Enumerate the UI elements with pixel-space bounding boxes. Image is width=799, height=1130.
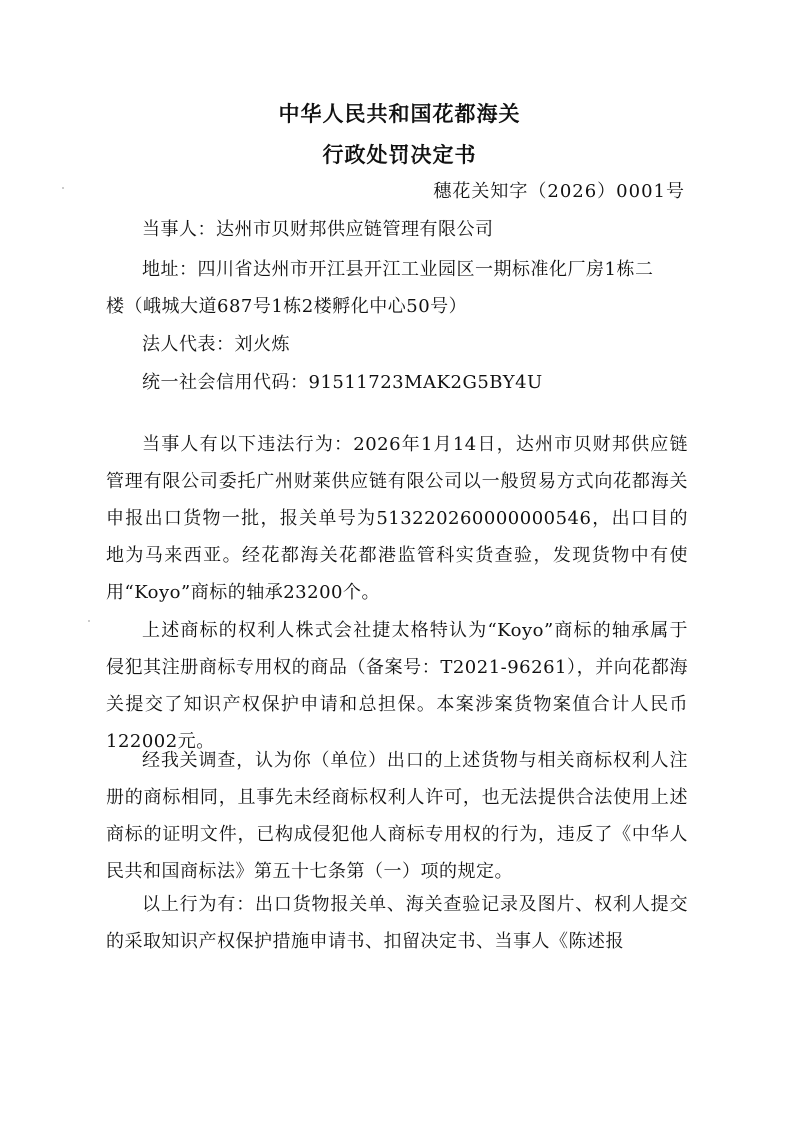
document-number: 穗花关知字（2026）0001号 — [433, 181, 685, 202]
party-address-line2: 楼（峨城大道687号1栋2楼孵化中心50号） — [106, 296, 468, 317]
document-subtitle: 行政处罚决定书 — [322, 143, 477, 167]
credit-code: 统一社会信用代码：91511723MAK2G5BY4U — [142, 372, 543, 393]
document-title: 中华人民共和国花都海关 — [278, 102, 521, 126]
party-address-line1: 地址：四川省达州市开江县开江工业园区一期标准化厂房1栋二 — [142, 259, 654, 280]
investigation-paragraph: 经我关调查，认为你（单位）出口的上述货物与相关商标权利人注册的商标相同，且事先未经商标权利人许可，也无法提供合法使用上述商标的证明文件，已构成侵犯他人商标专用权的行为，违反了《中华人民共和国商标法》第五十七条第（一）项的规定。 — [106, 750, 688, 882]
scan-speck — [88, 620, 90, 622]
scan-speck — [62, 187, 64, 189]
rights-holder-paragraph: 上述商标的权利人株式会社捷太格特认为“Koyo”商标的轴承属于侵犯其注册商标专用权的商品（备案号：T2021-96261），并向花都海关提交了知识产权保护申请和总担保。本案涉案货物案值合计人民币122002元。 — [106, 620, 688, 752]
party-name: 当事人：达州市贝财邦供应链管理有限公司 — [142, 219, 494, 240]
legal-representative: 法人代表：刘火炼 — [142, 334, 290, 355]
violation-paragraph: 当事人有以下违法行为：2026年1月14日，达州市贝财邦供应链管理有限公司委托广州财莱供应链有限公司以一般贸易方式向花都海关申报出口货物一批，报关单号为513220260000000546，出口目的地为马来西亚。经花都海关花都港监管科实货查验，发现货物中有使用“Koyo”商标的轴承23200个。 — [106, 434, 688, 603]
evidence-paragraph: 以上行为有：出口货物报关单、海关查验记录及图片、权利人提交的采取知识产权保护措施申请书、扣留决定书、当事人《陈述报 — [106, 894, 688, 952]
